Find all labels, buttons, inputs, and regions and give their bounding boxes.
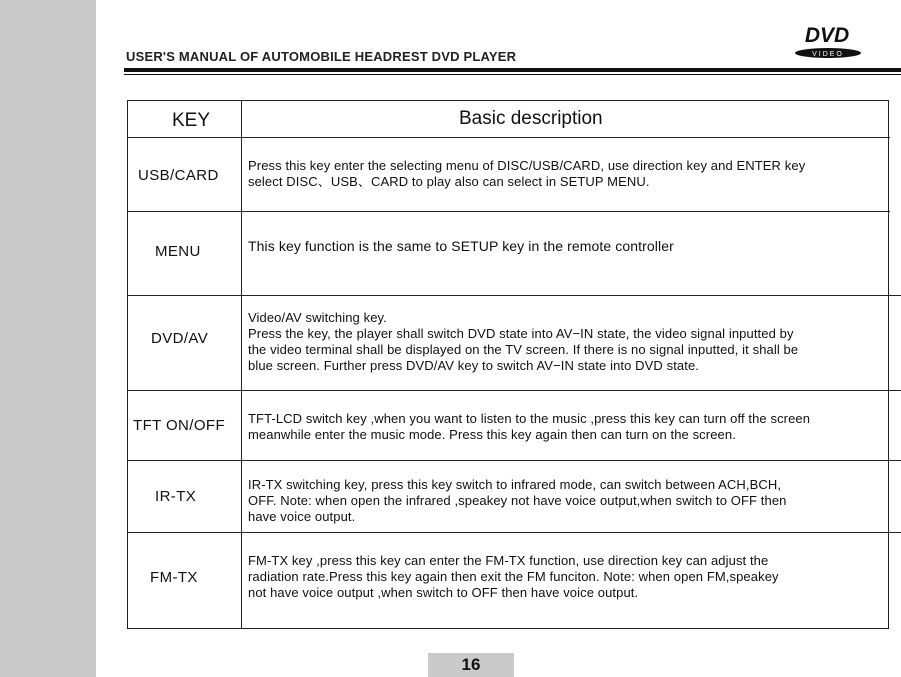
key-fm-tx: FM-TX bbox=[150, 569, 198, 586]
logo-subtext: VIDEO bbox=[812, 51, 844, 58]
key-dvd-av: DVD/AV bbox=[151, 330, 209, 347]
desc-tft-on-off: TFT-LCD switch key ,when you want to listen to the music ,press this key can turn off the screen meanwhile enter the music mode. Press this key again then can turn on the screen. bbox=[248, 411, 811, 442]
page-number: 16 bbox=[428, 653, 514, 677]
row-divider bbox=[128, 211, 890, 212]
header-rule-thin bbox=[124, 74, 901, 75]
key-usb-card: USB/CARD bbox=[138, 167, 219, 184]
row-divider bbox=[128, 532, 901, 533]
desc-menu: This key function is the same to SETUP key in the remote controller bbox=[248, 238, 674, 254]
logo-text: DVD bbox=[804, 24, 850, 47]
key-description-table bbox=[127, 100, 889, 629]
key-ir-tx: IR-TX bbox=[155, 488, 197, 505]
row-divider bbox=[128, 460, 901, 461]
desc-dvd-av: Video/AV switching key. Press the key, the player shall switch DVD state into AV−IN state, the video signal inputted by the video terminal shall be displayed on the TV screen. If there is no signal inputted, it shall be blue screen. Further press DVD/AV key to switch AV−IN state into DVD state. bbox=[248, 310, 799, 373]
manual-title: USER'S MANUAL OF AUTOMOBILE HEADREST DVD PLAYER bbox=[126, 49, 517, 64]
column-header-key: KEY bbox=[172, 110, 211, 131]
desc-fm-tx: FM-TX key ,press this key can enter the FM-TX function, use direction key can adjust the radiation rate.Press this key again then exit the FM funciton. Note: when open FM,speakey not have voice output ,when switch to OFF then have voice output. bbox=[248, 553, 779, 600]
page-margin-band bbox=[0, 0, 96, 677]
desc-ir-tx: IR-TX switching key, press this key switch to infrared mode, can switch between ACH,BCH, OFF. Note: when open the infrared ,speakey not have voice output,when switch to OFF then have voice output. bbox=[248, 477, 787, 524]
row-divider bbox=[128, 390, 901, 391]
row-divider bbox=[128, 137, 890, 138]
row-divider bbox=[128, 295, 901, 296]
column-header-description: Basic description bbox=[459, 108, 603, 129]
key-menu: MENU bbox=[155, 243, 201, 260]
key-tft-on-off: TFT ON/OFF bbox=[133, 417, 226, 434]
header-rule-thick bbox=[124, 68, 901, 72]
dvd-video-logo bbox=[791, 22, 865, 60]
desc-usb-card: Press this key enter the selecting menu of DISC/USB/CARD, use direction key and ENTER key select DISC、USB、CARD to play also can select in SETUP MENU. bbox=[248, 158, 806, 189]
